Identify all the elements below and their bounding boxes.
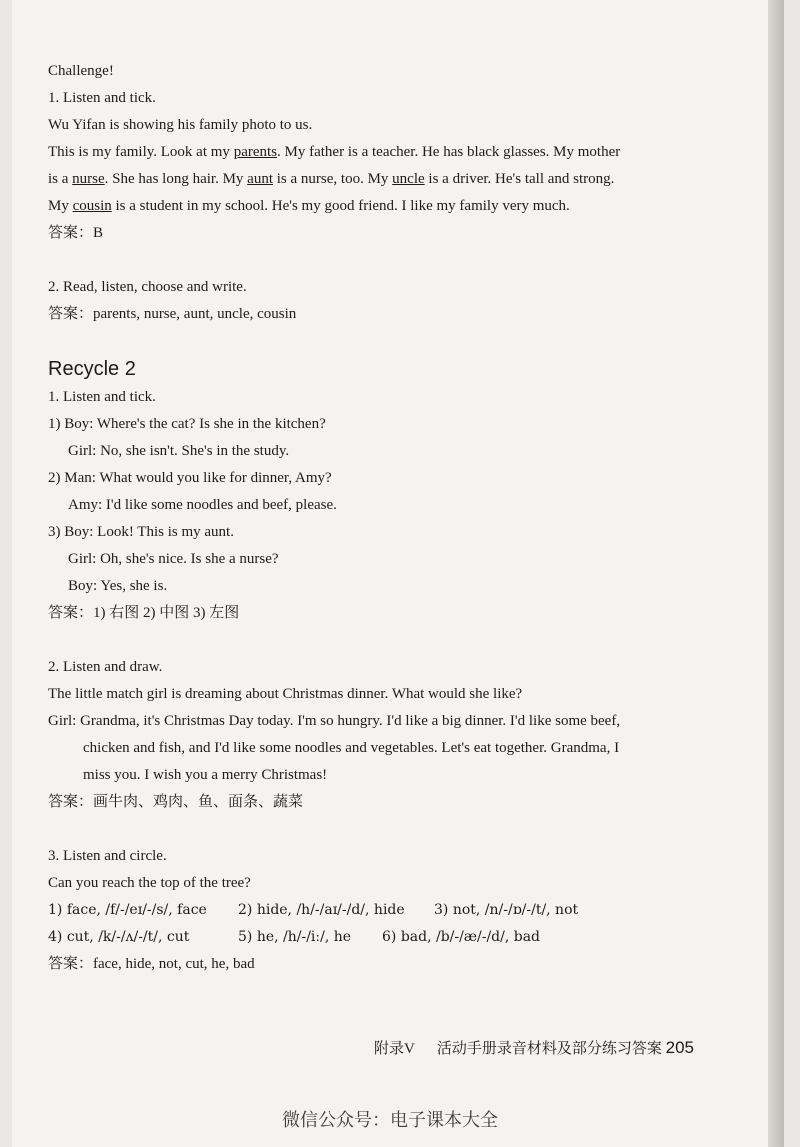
watermark-text: 微信公众号：电子课本大全 (282, 1110, 498, 1131)
option-1: 1) face, /f/-/eɪ/-/s/, face (48, 902, 207, 918)
underlined-word: nurse (72, 171, 105, 187)
recycle-q3-options-row1 (48, 897, 728, 924)
recycle-q1-title: 1. Listen and tick. (48, 389, 156, 405)
challenge-heading: Challenge! (48, 63, 114, 79)
challenge-q1-line1: This is my family. Look at my parents. My father is a teacher. He has black glasses. My mother (48, 144, 621, 160)
recycle-q3-title: 3. Listen and circle. (48, 848, 167, 864)
underlined-word: cousin (72, 198, 112, 214)
recycle-q2-title: 2. Listen and draw. (48, 659, 163, 675)
underlined-word: uncle (392, 171, 425, 187)
challenge-q1-line2: is a nurse. She has long hair. My aunt is a nurse, too. My uncle is a driver. He's tall and strong. (48, 171, 615, 187)
recycle-q3-intro: Can you reach the top of the tree? (48, 875, 251, 891)
option-2: 2) hide, /h/-/aɪ/-/d/, hide (238, 902, 405, 918)
footer-title: 活动手册录音材料及部分练习答案 (436, 1041, 662, 1057)
recycle-q3-options-row2 (48, 924, 728, 951)
option-3: 3) not, /n/-/ɒ/-/t/, not (434, 902, 579, 918)
recycle-q3-answer: 答案：face, hide, not, cut, he, bad (48, 956, 255, 972)
dialogue-line: Boy: Yes, she is. (68, 578, 168, 594)
page-spine-shadow (768, 0, 784, 1147)
dialogue-line: 3) Boy: Look! This is my aunt. (48, 524, 234, 540)
footer-appendix: 附录V (374, 1041, 415, 1057)
challenge-q1-answer: 答案：B (48, 225, 104, 241)
page-number: 205 (665, 1038, 694, 1057)
dialogue-line: Girl: Oh, she's nice. Is she a nurse? (68, 551, 279, 567)
page-footer (374, 1037, 694, 1058)
page-content (48, 58, 728, 978)
dialogue-line: 2) Man: What would you like for dinner, Amy? (48, 470, 332, 486)
option-4: 4) cut, /k/-/ʌ/-/t/, cut (48, 929, 190, 945)
underlined-word: parents (233, 144, 278, 160)
dialogue-line: 1) Boy: Where's the cat? Is she in the kitchen? (48, 416, 326, 432)
recycle-q2-girl-line2: chicken and fish, and I'd like some noodles and vegetables. Let's eat together. Grandma, I (83, 740, 620, 756)
recycle-q2-intro: The little match girl is dreaming about Christmas dinner. What would she like? (48, 686, 523, 702)
option-6: 6) bad, /b/-/æ/-/d/, bad (382, 929, 541, 945)
recycle-q2-girl-line3: miss you. I wish you a merry Christmas! (83, 767, 328, 783)
challenge-q1-intro: Wu Yifan is showing his family photo to us. (48, 117, 313, 133)
dialogue-line: Girl: No, she isn't. She's in the study. (68, 443, 290, 459)
dialogue-line: Amy: I'd like some noodles and beef, please. (68, 497, 337, 513)
challenge-q2-answer: 答案：parents, nurse, aunt, uncle, cousin (48, 306, 297, 322)
book-page (12, 0, 784, 1147)
recycle-heading: Recycle 2 (48, 358, 136, 380)
underlined-word: aunt (247, 171, 273, 187)
option-5: 5) he, /h/-/iː/, he (238, 929, 352, 945)
recycle-q2-girl-line1: Girl: Grandma, it's Christmas Day today. I'm so hungry. I'd like a big dinner. I'd like some beef, (48, 713, 621, 729)
challenge-q1-title: 1. Listen and tick. (48, 90, 156, 106)
challenge-q1-line3: My cousin is a student in my school. He's my good friend. I like my family very much. (48, 198, 570, 214)
challenge-q2-title: 2. Read, listen, choose and write. (48, 279, 247, 295)
recycle-q2-answer: 答案：画牛肉、鸡肉、鱼、面条、蔬菜 (48, 794, 304, 810)
recycle-q1-answer: 答案：1) 右图 2) 中图 3) 左图 (48, 605, 240, 621)
